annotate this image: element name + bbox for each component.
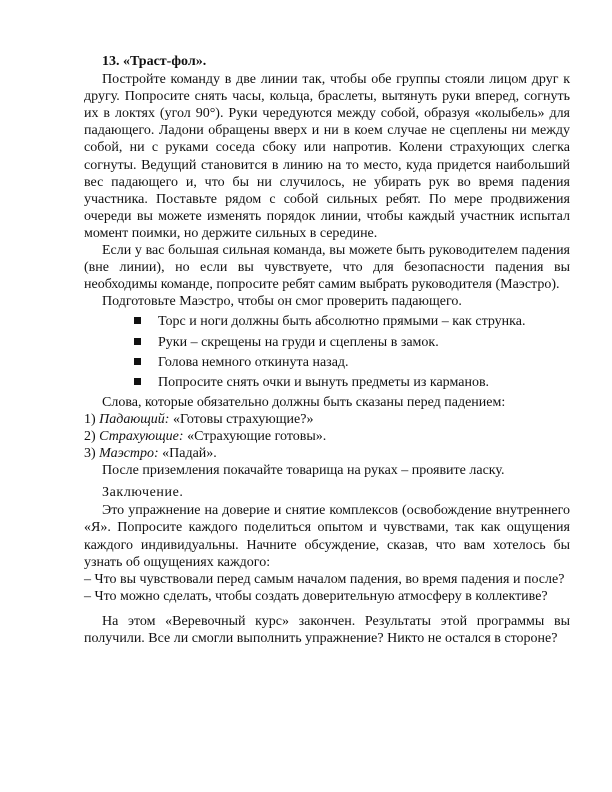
square-bullet-icon (134, 317, 141, 324)
conclusion-paragraph: Это упражнение на доверие и снятие комплексов (освобождение внутреннего «Я». Попросите каждого поделиться опытом и чувствами, так как ощущения каждого индивидуальны. Начните обсуждение, сказав, что вам хотелось бы узнать об ощущениях каждого: (84, 503, 570, 570)
square-bullet-icon (134, 358, 141, 365)
paragraph-setup: Постройте команду в две линии так, чтобы обе группы стояли лицом друг к другу. Попросите снять часы, кольца, браслеты, вытянуть руки вперед, согнуть их в локтях (угол 90°). Руки чередуются между собой, образуя «колыбель» для падающего. Ладони обращены вверх и ни в коем случае не сцеплены ни между собой, ни с руками соседа сбоку или напротив. Колени страхующих слегка согнуты. Ведущий становится в линию на то место, куда придется наибольший вес падающего и, что бы ни случилось, не убирать рук во время падения участника. Поставьте рядом с собой сильных ребят. По мере продвижения очереди вы можете изменять порядок линии, чтобы каждый участник испытал момент поимки, но держите сильных в середине. (84, 72, 570, 241)
phrase-text: «Падай». (162, 446, 217, 462)
phrase-text: «Страхующие готовы». (187, 428, 327, 444)
phrase-role: Страхующие: (99, 428, 184, 444)
list-item-text: Руки – скрещены на груди и сцеплены в замок. (158, 334, 439, 350)
list-item (134, 354, 570, 371)
phrase-line (84, 428, 570, 445)
list-item (134, 313, 570, 330)
phrase-role: Маэстро: (99, 446, 159, 462)
list-item (134, 374, 570, 391)
list-item-text: Попросите снять очки и вынуть предметы из карманов. (158, 374, 490, 390)
list-item (134, 334, 570, 351)
discussion-question: – Что можно сделать, чтобы создать доверительную атмосферу в коллективе? (84, 588, 548, 604)
square-bullet-icon (134, 338, 141, 345)
discussion-question: – Что вы чувствовали перед самым началом падения, во время падения и после? (84, 571, 565, 587)
closing-paragraph: На этом «Веревочный курс» закончен. Результаты этой программы вы получили. Все ли смогли выполнить упражнение? Никто не остался в стороне? (84, 613, 570, 646)
paragraph-prepare-maestro: Подготовьте Маэстро, чтобы он смог проверить падающего. (102, 294, 462, 310)
phrase-line (84, 411, 570, 428)
square-bullet-icon (134, 378, 141, 385)
paragraph-leader: Если у вас большая сильная команда, вы можете быть руководителем падения (вне линии), но если вы чувствуете, что для безопасности падения вы необходимы команде, попросите ребят самим выбрать руководителя (Маэстро). (84, 243, 570, 293)
page-content (84, 53, 570, 647)
section-title: 13. «Траст-фол». (102, 54, 207, 69)
checklist (84, 313, 570, 390)
phrases-intro: Слова, которые обязательно должны быть сказаны перед падением: (102, 394, 506, 410)
phrase-number: 1) (84, 411, 96, 427)
list-item-text: Голова немного откинута назад. (158, 354, 349, 370)
phrase-line (84, 445, 570, 462)
phrase-number: 3) (84, 446, 96, 462)
after-landing-note: После приземления покачайте товарища на руках – проявите ласку. (102, 463, 505, 479)
conclusion-heading: Заключение. (102, 485, 184, 501)
phrase-number: 2) (84, 428, 96, 444)
phrase-text: «Готовы страхующие?» (172, 411, 314, 427)
phrase-role: Падающий: (99, 411, 170, 427)
list-item-text: Торс и ноги должны быть абсолютно прямыми – как струнка. (158, 314, 526, 330)
